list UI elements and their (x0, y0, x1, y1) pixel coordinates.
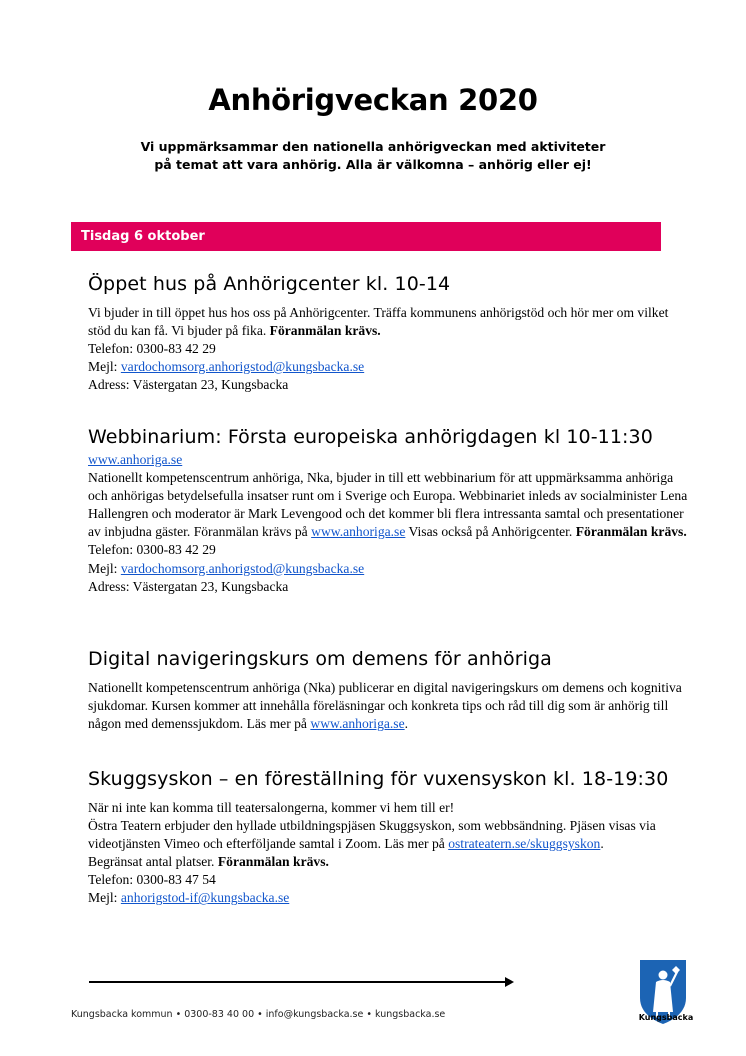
email-label: Mejl: (88, 560, 118, 576)
punctuation: . (404, 716, 409, 732)
logo-label: Kungsbacka (638, 1013, 694, 1022)
limited-seats: Begränsat antal platser. (88, 854, 215, 870)
event-title: Webbinarium: Första europeiska anhörigdagen kl 10-11:30 (88, 426, 653, 448)
event-title: Digital navigeringskurs om demens för anhöriga (88, 648, 552, 670)
event-description (88, 469, 688, 541)
registration-required: Föranmälan krävs. (269, 323, 381, 339)
event-body: Nationellt kompetenscentrum anhöriga (Nka) publicerar en digital navigeringskurs om demens och kognitiva sjukdomar. Kursen kommer att innehålla föreläsningar och konkreta tips och råd till dig som är anhörig till någon med demenssjukdom. Läs mer på (88, 680, 682, 732)
event-dementia-course (88, 647, 688, 733)
event-email-line (88, 560, 688, 578)
event-title: Skuggsyskon – en föreställning för vuxensyskon kl. 18-19:30 (88, 768, 669, 790)
event-title: Öppet hus på Anhörigcenter kl. 10-14 (88, 273, 451, 295)
event-intro: När ni inte kan komma till teatersalongerna, kommer vi hem till er! (88, 800, 455, 815)
subtitle-line-2: på temat att vara anhörig. Alla är välkomna – anhörig eller ej! (154, 157, 592, 172)
event-phone: Telefon: 0300-83 47 54 (88, 872, 216, 888)
event-body: Östra Teatern erbjuder den hyllade utbildningspjäsen Skuggsyskon, som webbsändning. Pjäsen visas via videotjänsten Vimeo och efterföljande samtal i Zoom. Läs mer på (88, 818, 656, 852)
email-link[interactable]: anhorigstod-if@kungsbacka.se (120, 890, 290, 906)
event-phone: Telefon: 0300-83 42 29 (88, 542, 216, 558)
event-phone: Telefon: 0300-83 42 29 (88, 341, 216, 357)
punctuation: . (600, 836, 604, 852)
arrow-icon (505, 977, 514, 987)
event-address: Adress: Västergatan 23, Kungsbacka (88, 377, 289, 393)
website-link[interactable]: www.anhoriga.se (310, 716, 405, 732)
event-description (88, 304, 688, 340)
divider-arrow-line (89, 981, 507, 983)
email-link[interactable]: vardochomsorg.anhorigstod@kungsbacka.se (120, 560, 365, 576)
event-link-line (88, 451, 688, 469)
footer-contact: Kungsbacka kommun • 0300-83 40 00 • info@kungsbacka.se • kungsbacka.se (71, 1009, 446, 1020)
subtitle-line-1: Vi uppmärksammar den nationella anhörigveckan med aktiviteter (140, 139, 606, 154)
website-link[interactable]: ostrateatern.se/skuggsyskon (448, 836, 601, 852)
email-link[interactable]: vardochomsorg.anhorigstod@kungsbacka.se (120, 359, 365, 375)
day-header: Tisdag 6 oktober (71, 222, 661, 251)
event-description (88, 817, 688, 853)
event-body-extra: Visas också på Anhörigcenter. (408, 524, 573, 540)
event-description (88, 679, 688, 733)
event-email-line (88, 889, 688, 907)
page-subtitle (0, 138, 746, 174)
event-address: Adress: Västergatan 23, Kungsbacka (88, 578, 289, 594)
registration-required: Föranmälan krävs. (575, 524, 687, 540)
website-link[interactable]: www.anhoriga.se (88, 452, 183, 467)
event-skuggsyskon (88, 767, 688, 908)
event-body: Nationellt kompetenscentrum anhöriga, Nka, bjuder in till ett webbinarium för att uppmärksamma anhöriga och anhörigas betydelsefulla insatser runt om i Sverige och Europa. Webbinariet inleds av socialminister Lena Hallengren och moderator är Mark Levengood och det kommer bli flera intressanta samtal och presentationer av inbjudna gäster. Föranmälan krävs på (88, 470, 688, 540)
event-open-house (88, 272, 688, 394)
page-title: Anhörigveckan 2020 (208, 83, 538, 117)
email-label: Mejl: (88, 890, 118, 906)
website-link[interactable]: www.anhoriga.se (311, 524, 406, 540)
email-label: Mejl: (88, 359, 118, 375)
event-limit (88, 853, 688, 871)
registration-required: Föranmälan krävs. (217, 854, 329, 870)
event-body: Vi bjuder in till öppet hus hos oss på Anhörigcenter. Träffa kommunens anhörigstöd och hör mer om vilket stöd du kan få. Vi bjuder på fika. (88, 305, 669, 339)
event-email-line (88, 358, 688, 376)
event-webinar (88, 425, 688, 596)
